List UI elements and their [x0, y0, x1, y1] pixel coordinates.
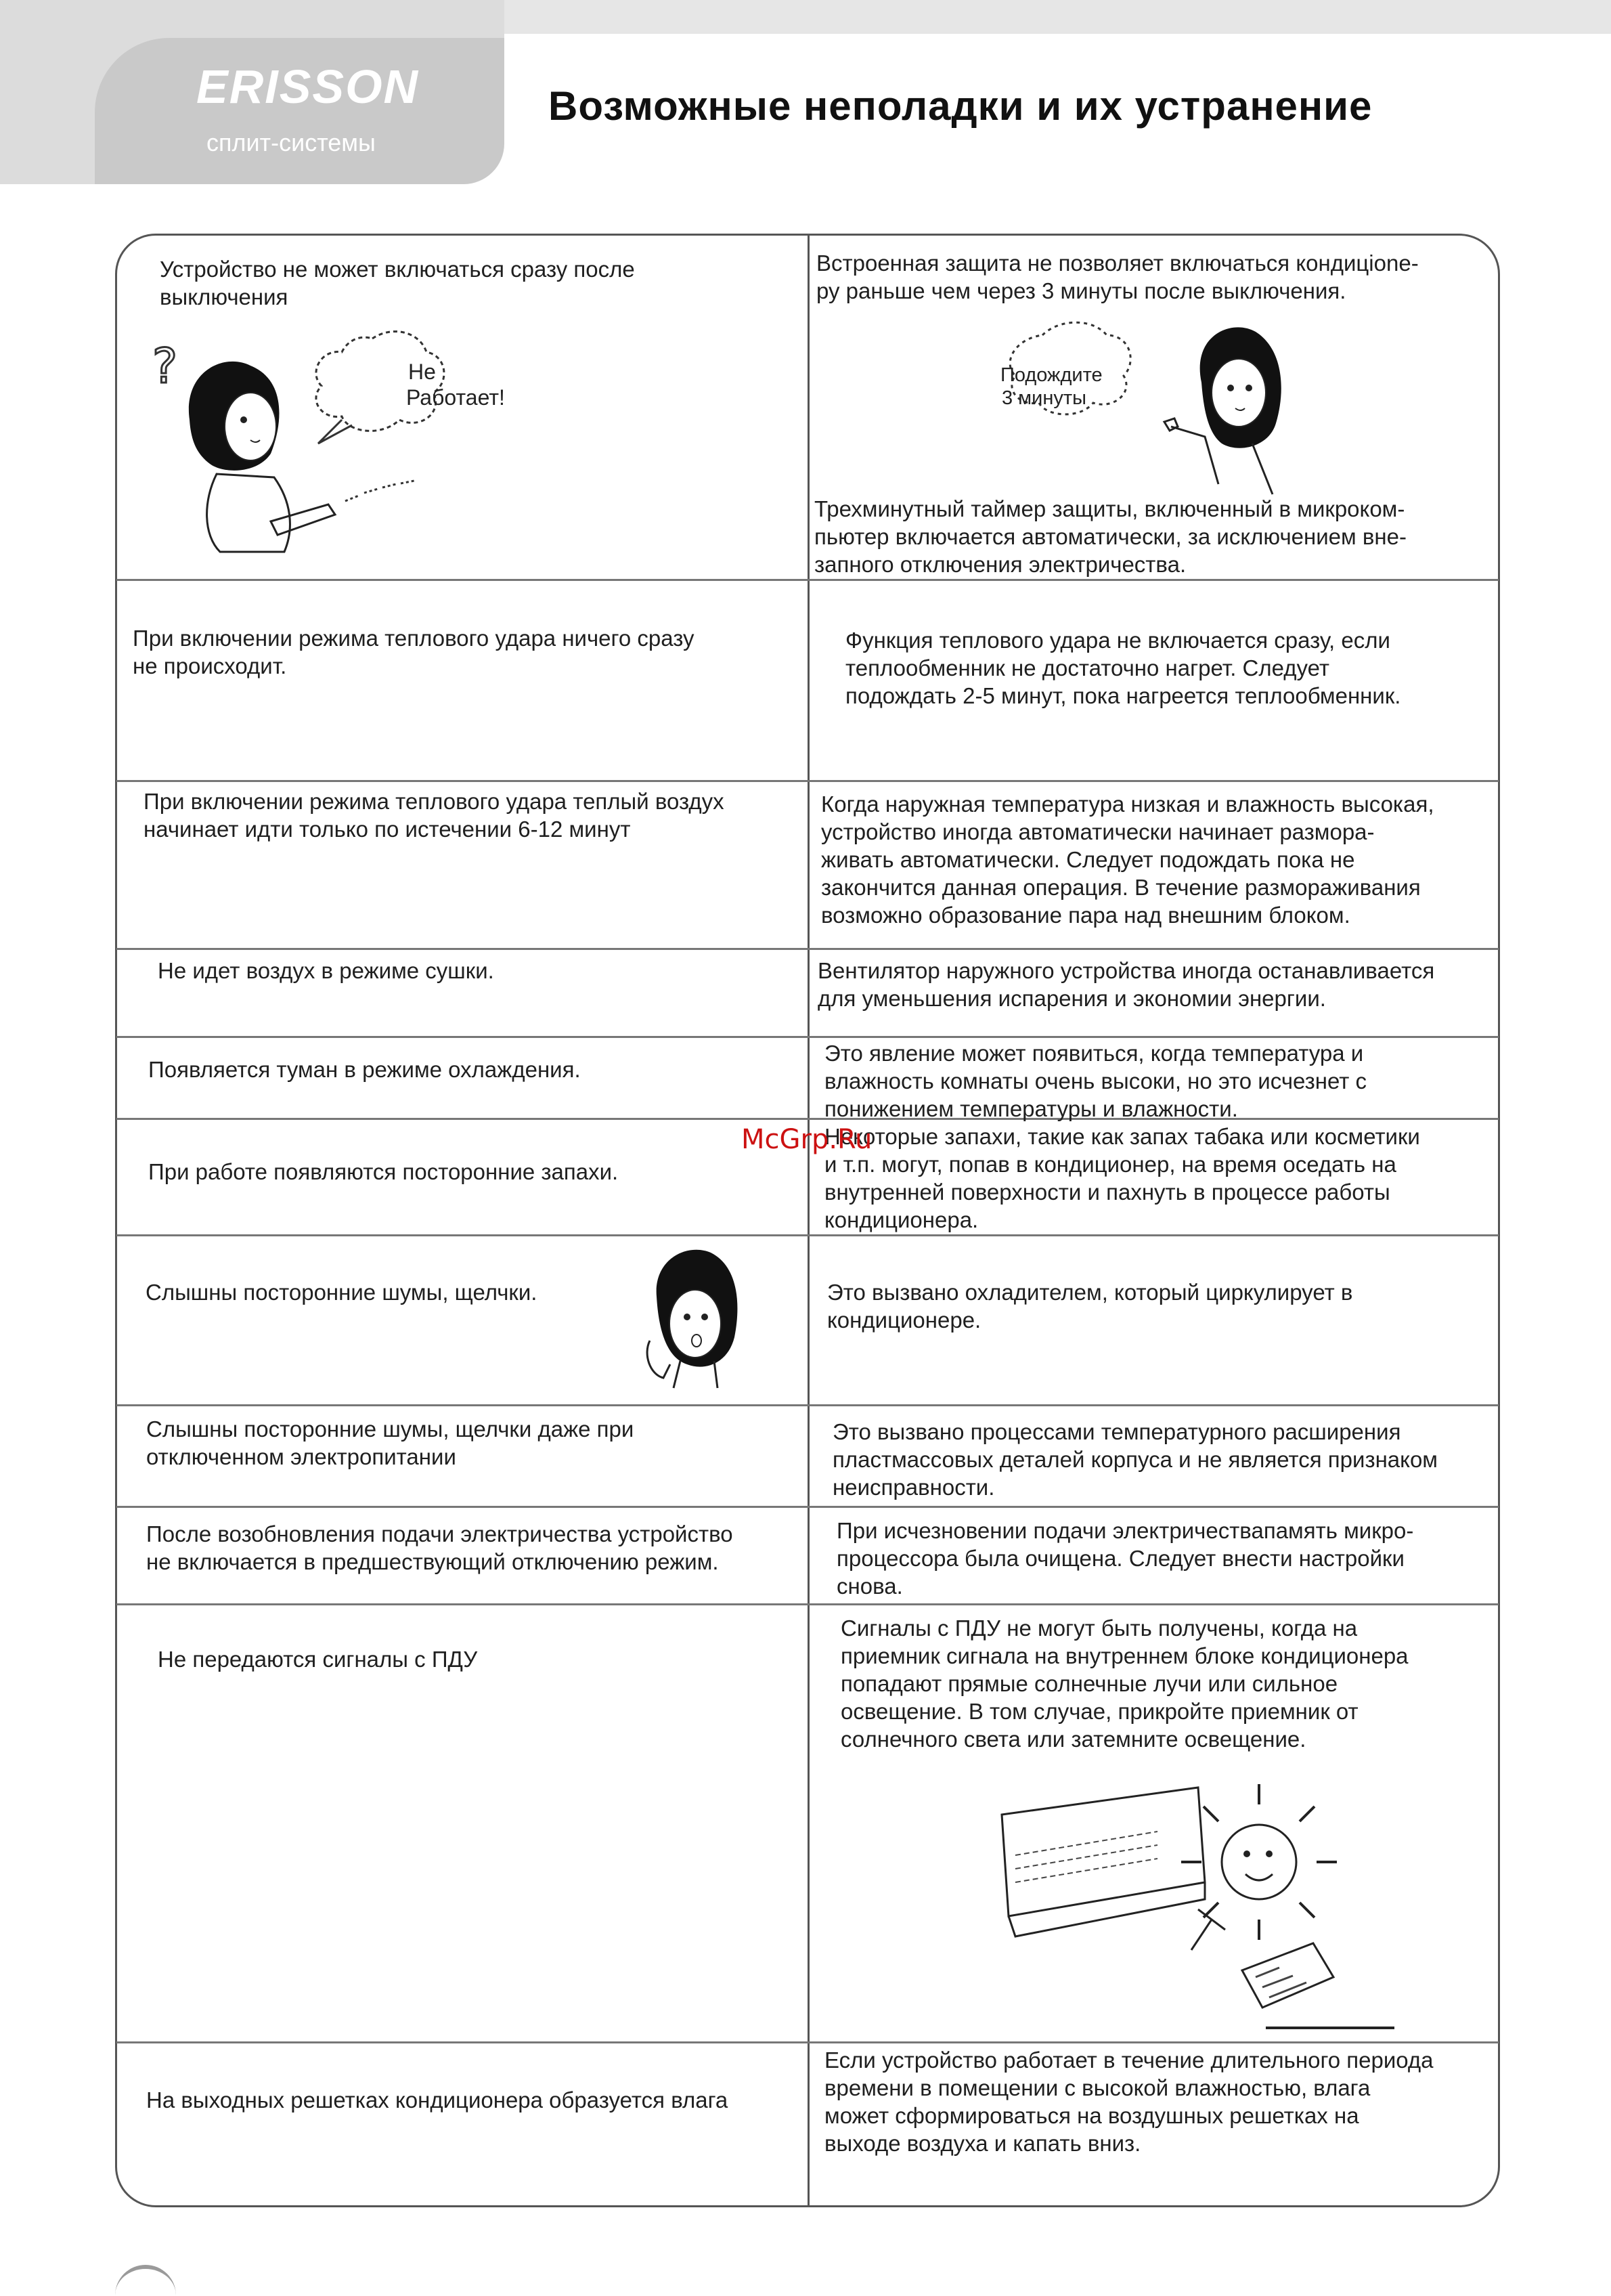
problem-text: При работе появляются посторонние запахи.	[148, 1159, 619, 1184]
problem-text: На выходных решетках кондиционера образуется влага	[146, 2087, 728, 2113]
bubble-text-line: Не	[408, 360, 436, 384]
row-divider	[116, 780, 1499, 782]
problem-text: Устройство не может включаться сразу после выключения	[160, 257, 635, 309]
solution-text-extra: Трехминутный таймер защиты, включенный в микроком- пьютер включается автоматически, за исключением вне- запного отключения электричества.	[814, 496, 1407, 577]
row-divider	[116, 1036, 1499, 1038]
solution-text: Некоторые запахи, такие как запах табака или косметики и т.п. могут, попав в кондиционер, на время оседать на внутренней поверхности и пахнуть в процессе работы кондиционера.	[824, 1124, 1420, 1232]
ac-sun-remote-illustration	[995, 1774, 1401, 2045]
column-divider	[808, 234, 810, 2207]
solution-text: Если устройство работает в течение длительного периода времени в помещении с высокой влажностью, влага может сформироваться на воздушных решетках на выходе воздуха и капать вниз.	[824, 2048, 1434, 2156]
page-corner-mark	[115, 2265, 176, 2296]
problem-text: Не идет воздух в режиме сушки.	[158, 958, 494, 983]
row-divider	[116, 579, 1499, 581]
row-divider	[116, 1506, 1499, 1508]
girl-wait-illustration	[968, 308, 1293, 498]
problem-text: При включении режима теплового удара теплый воздух начинает идти только по истечении 6-12 минут	[144, 789, 724, 842]
bubble-text-line: 3 минуты	[1002, 387, 1086, 409]
page-title: Возможные неполадки и их устранение	[548, 83, 1373, 129]
solution-text: Это вызвано процессами температурного расширения пластмассовых деталей корпуса и не является признаком неисправности.	[833, 1419, 1438, 1500]
solution-text: Это вызвано охладителем, который циркулирует в кондиционере.	[827, 1280, 1353, 1333]
solution-text: Когда наружная температура низкая и влажность высокая, устройство иногда автоматически начинает размора- живать автоматически. Следует подождать пока не закончится данная операция. В течение размораживания возможно образование пара над внешним блоком.	[821, 792, 1434, 928]
problem-text: При включении режима теплового удара ничего сразу не происходит.	[133, 626, 694, 678]
girl-noise-illustration	[640, 1242, 748, 1395]
brand-logo: ERISSON	[196, 60, 420, 113]
solution-text: Функция теплового удара не включается сразу, если теплообменник не достаточно нагрет. Следует подождать 2-5 минут, пока нагреется теплообменник.	[845, 628, 1401, 708]
problem-text: Слышны посторонние шумы, щелчки.	[146, 1280, 537, 1305]
problem-text: Появляется туман в режиме охлаждения.	[148, 1057, 581, 1082]
solution-text: Сигналы с ПДУ не могут быть получены, когда на приемник сигнала на внутреннем блоке кондиционера попадают прямые солнечные лучи или сильное освещение. В том случае, прикройте приемник от солнечного света или затемните освещение.	[841, 1616, 1409, 1752]
problem-text: Слышны посторонние шумы, щелчки даже при отключенном электропитании	[146, 1416, 634, 1469]
row-divider	[116, 948, 1499, 950]
solution-text: Это явление может появиться, когда температура и влажность комнаты очень высоки, но это исчезнет с понижением температуры и влажности.	[824, 1041, 1367, 1121]
solution-text: Вентилятор наружного устройства иногда останавливается для уменьшения испарения и экономии энергии.	[818, 958, 1435, 1011]
row-divider	[116, 1603, 1499, 1605]
bubble-text-line: Работает!	[406, 385, 505, 410]
solution-text: При исчезновении подачи электричествапамять микро- процессора была очищена. Следует внести настройки снова.	[837, 1518, 1414, 1599]
problem-text: После возобновления подачи электричества устройство не включается в предшествующий отключению режим.	[146, 1521, 733, 1574]
row-divider	[116, 1404, 1499, 1406]
bubble-text-line: Подождите	[1000, 364, 1103, 386]
solution-text: Встроенная защита не позволяет включаться кондицione- ру раньше чем через 3 минуты после выключения.	[816, 251, 1419, 303]
row-divider	[116, 1234, 1499, 1236]
problem-text: Не передаются сигналы с ПДУ	[158, 1647, 478, 1672]
girl-remote-illustration	[149, 318, 505, 562]
svg-text:?: ?	[152, 339, 178, 394]
brand-subtitle: сплит-системы	[206, 129, 376, 156]
watermark: McGrp.Ru	[741, 1124, 873, 1155]
